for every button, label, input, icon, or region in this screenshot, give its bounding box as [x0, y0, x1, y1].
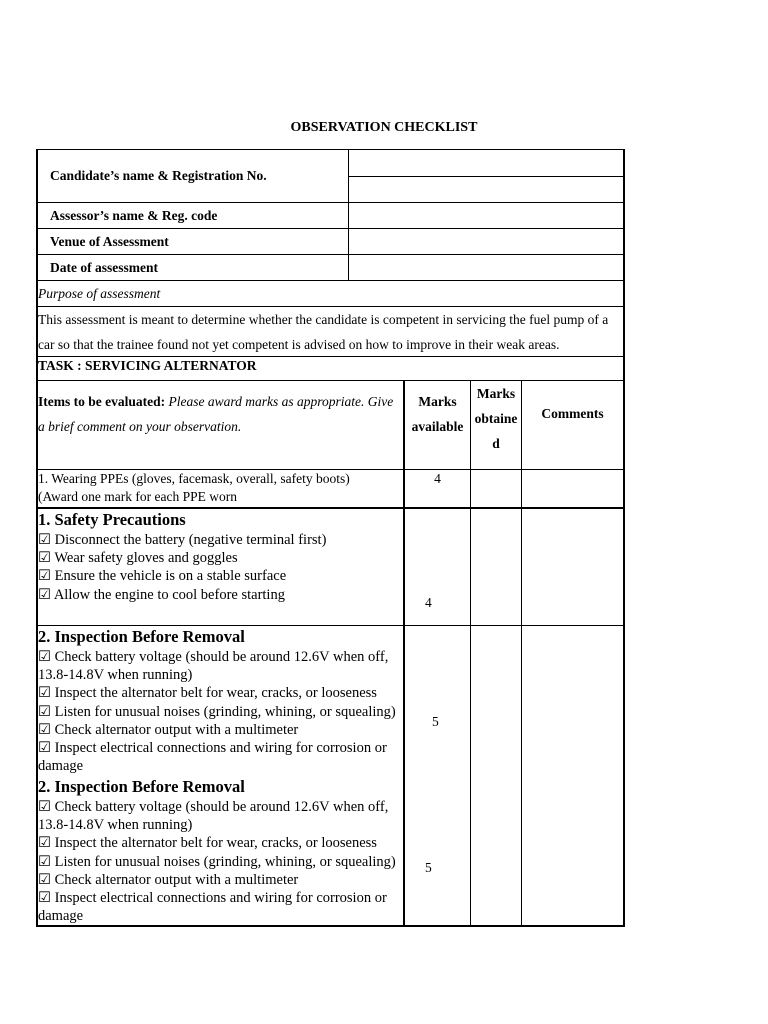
checklist-item: ☑ Inspect the alternator belt for wear, cracks, or looseness [38, 685, 377, 702]
assessor-field[interactable] [349, 203, 623, 228]
candidate-value[interactable] [349, 150, 623, 202]
date-field[interactable] [349, 255, 623, 280]
checklist-item: ☑ Check battery voltage (should be around 12.6V when off, 13.8-14.8V when running) [38, 649, 389, 684]
checklist-item: ☑ Check battery voltage (should be around 12.6V when off, 13.8-14.8V when running) [38, 799, 389, 834]
safety-marks-available: 4 [405, 509, 471, 625]
inspection-comments-field[interactable] [522, 626, 623, 776]
candidate-name-field[interactable] [349, 150, 623, 177]
date-label: Date of assessment [38, 255, 349, 280]
items-header [38, 381, 405, 469]
table-row [38, 625, 623, 776]
purpose-text: This assessment is meant to determine whether the candidate is competent in servicing the fuel pump of a car so that the trainee found not yet competent is advised on how to improve in their weak areas. [38, 312, 609, 352]
table-row [38, 507, 623, 625]
checklist-item: ☑ Check alternator output with a multimeter [38, 721, 299, 738]
inspection-marks-available: 5 [405, 626, 471, 776]
task-row [38, 356, 623, 380]
table-row [38, 469, 623, 507]
inspection-section [38, 626, 405, 776]
safety-section-title: 1. Safety Precautions [38, 510, 186, 529]
purpose-text-row [38, 306, 623, 356]
venue-field[interactable] [349, 229, 623, 254]
marks-available-header: Marks available [405, 381, 471, 469]
checklist-item: ☑ Ensure the vehicle is on a stable surface [38, 568, 287, 585]
inspection-marks-obtained-field[interactable] [471, 626, 522, 776]
page-title: OBSERVATION CHECKLIST [290, 120, 478, 135]
venue-label: Venue of Assessment [38, 229, 349, 254]
task-title: TASK : SERVICING ALTERNATOR [38, 358, 257, 373]
ppe-marks-available: 4 [405, 470, 471, 507]
candidate-reg-field[interactable] [349, 177, 623, 203]
assessor-label: Assessor’s name & Reg. code [38, 203, 349, 228]
venue-row [38, 228, 623, 254]
safety-comments-field[interactable] [522, 509, 623, 625]
items-header-instructions: Please award marks as appropriate. Give a brief comment on your observation. [38, 394, 394, 434]
checklist-item: ☑ Inspect electrical connections and wiring for corrosion or damage [38, 740, 387, 775]
checklist-item: ☑ Disconnect the battery (negative terminal first) [38, 532, 327, 548]
checklist-item: ☑ Inspect the alternator belt for wear, cracks, or looseness [38, 835, 377, 852]
checklist-item: ☑ Listen for unusual noises (grinding, whining, or squealing) [38, 703, 396, 720]
ppe-marks-obtained-field[interactable] [471, 470, 522, 507]
checklist-item: ☑ Wear safety gloves and goggles [38, 550, 238, 567]
marks-obtained-header: Marks obtaine d [471, 381, 522, 469]
ppe-item-line2: (Award one mark for each PPE worn [38, 489, 237, 504]
inspection-section-title: 2. Inspection Before Removal [38, 627, 245, 646]
safety-section [38, 509, 405, 625]
inspection-section-repeat [38, 776, 405, 925]
assessor-row [38, 202, 623, 228]
inspection-section-title-repeat: 2. Inspection Before Removal [38, 777, 245, 796]
evaluation-header-row [38, 381, 623, 469]
checklist-item: ☑ Inspect electrical connections and wiring for corrosion or damage [38, 890, 387, 925]
ppe-comments-field[interactable] [522, 470, 623, 507]
inspection-comments-field-repeat[interactable] [522, 776, 623, 925]
candidate-row [38, 150, 623, 202]
checklist-item: ☑ Check alternator output with a multimeter [38, 871, 299, 888]
items-header-bold: Items to be evaluated: [38, 394, 166, 409]
purpose-label-row [38, 280, 623, 306]
checklist-item: ☑ Allow the engine to cool before starting [38, 586, 285, 603]
candidate-label: Candidate’s name & Registration No. [38, 150, 349, 202]
checklist-item: ☑ Listen for unusual noises (grinding, whining, or squealing) [38, 853, 396, 870]
date-row [38, 254, 623, 280]
comments-header: Comments [541, 406, 604, 421]
purpose-label: Purpose of assessment [38, 286, 161, 301]
ppe-item-line1: 1. Wearing PPEs (gloves, facemask, overall, safety boots) [38, 471, 350, 486]
evaluation-table [36, 380, 625, 927]
inspection-marks-available-repeat: 5 [405, 776, 471, 925]
table-row [38, 776, 623, 925]
ppe-item [38, 470, 405, 507]
inspection-marks-obtained-field-repeat[interactable] [471, 776, 522, 925]
safety-marks-obtained-field[interactable] [471, 509, 522, 625]
assessment-info-table [36, 149, 625, 381]
